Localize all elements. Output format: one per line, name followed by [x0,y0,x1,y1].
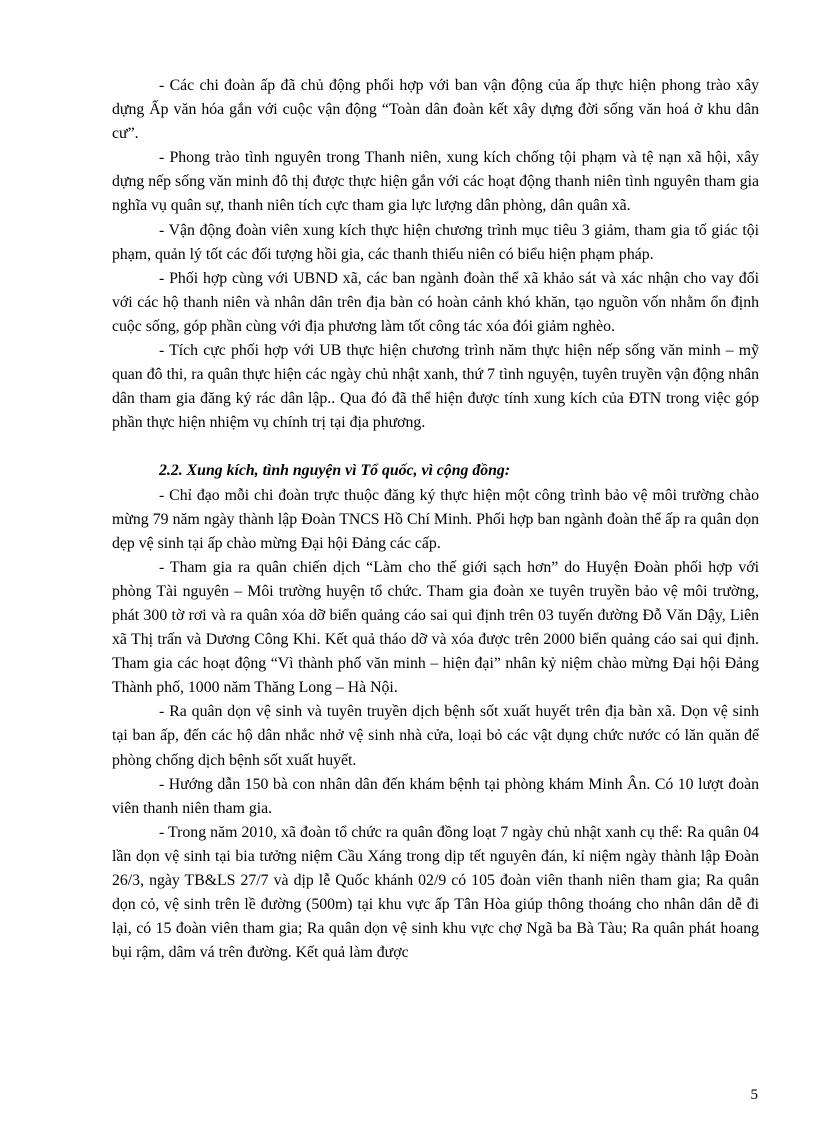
paragraph: - Phong trào tình nguyên trong Thanh niên, xung kích chống tội phạm và tệ nạn xã hội, xây dựng nếp sống văn minh đô thị được thực hiện gắn với các hoạt động thanh niên tình nguyên tham gia nghĩa vụ quân sự, thanh niên tích cực tham gia lực lượng dân phòng, dân quân xã. [112,149,759,215]
paragraph: - Trong năm 2010, xã đoàn tổ chức ra quân đồng loạt 7 ngày chủ nhật xanh cụ thể: Ra quân 04 lần dọn vệ sinh tại bia tưởng niệm Cầu Xáng trong dịp tết nguyên đán, kỉ niệm ngày thành lập Đoàn 26/3, ngày TB&LS 27/7 và dịp lễ Quốc khánh 02/9 có 105 đoàn viên thanh niên tham gia; Ra quân dọn cỏ, vệ sinh trên lề đường (500m) tại khu vực ấp Tân Hòa giúp thông thoáng cho nhân dân dễ đi lại, có 15 đoàn viên tham gia; Ra quân dọn vệ sinh khu vực chợ Ngã ba Bà Tàu; Ra quân phát hoang bụi rậm, dâm vá trên đường. Kết quả làm được [112,823,759,962]
paragraph: - Vận động đoàn viên xung kích thực hiện chương trình mục tiêu 3 giảm, tham gia tố giác tội phạm, quản lý tốt các đối tượng hồi gia, các thanh thiếu niên có biểu hiện phạm pháp. [112,221,759,263]
paragraph: - Chỉ đạo mỗi chi đoàn trực thuộc đăng ký thực hiện một công trình bảo vệ môi trường chào mừng 79 năm ngày thành lập Đoàn TNCS Hồ Chí Minh. Phối hợp ban ngành đoàn thể ấp ra quân dọn dẹp vệ sinh tại ấp chào mừng Đại hội Đảng các cấp. [112,486,759,552]
document-body [112,74,759,965]
paragraph: - Tích cực phối hợp với UB thực hiện chương trình năm thực hiện nếp sống văn minh – mỹ quan đô thi, ra quân thực hiện các ngày chủ nhật xanh, thứ 7 tình nguyện, tuyên truyền vận động nhân dân tham gia đăng ký rác dân lập.. Qua đó đã thể hiện được tính xung kích của ĐTN trong việc góp phần thực hiện nhiệm vụ chính trị tại địa phương. [112,342,759,432]
page-number: 5 [750,1087,758,1103]
paragraph: - Các chi đoàn ấp đã chủ động phối hợp với ban vận động của ấp thực hiện phong trào xây dựng Ấp văn hóa gắn với cuộc vận động “Toàn dân đoàn kết xây dựng đời sống văn hoá ở khu dân cư”. [112,77,759,143]
paragraph: - Tham gia ra quân chiến dịch “Làm cho thế giới sạch hơn” do Huyện Đoàn phối hợp với phòng Tài nguyên – Môi trường huyện tổ chức. Tham gia đoàn xe tuyên truyền bảo vệ môi trường, phát 300 tờ rơi và ra quân xóa dỡ biển quảng cáo sai qui định trên 03 tuyến đường Đỗ Văn Dậy, Liên xã Thị trấn và Dương Công Khi. Kết quả tháo dỡ và xóa được trên 2000 biển quảng cáo sai qui định. Tham gia các hoạt động “Vì thành phố văn minh – hiện đại” nhân kỷ niệm chào mừng Đại hội Đảng Thành phố, 1000 năm Thăng Long – Hà Nội. [112,558,759,697]
paragraph: - Phối hợp cùng với UBND xã, các ban ngành đoàn thể xã khảo sát và xác nhận cho vay đối với các hộ thanh niên và nhân dân trên địa bàn có hoàn cảnh khó khăn, tạo nguồn vốn nhằm ổn định cuộc sống, góp phần cùng với địa phương làm tốt công tác xóa đói giảm nghèo. [112,269,759,335]
paragraph: - Hướng dẫn 150 bà con nhân dân đến khám bệnh tại phòng khám Minh Ân. Có 10 lượt đoàn viên thanh niên tham gia. [112,775,759,817]
section-heading: 2.2. Xung kích, tình nguyện vì Tổ quốc, vì cộng đồng: [159,462,511,480]
paragraph: - Ra quân dọn vệ sinh và tuyên truyền dịch bệnh sốt xuất huyết trên địa bàn xã. Dọn vệ sinh tại ban ấp, đến các hộ dân nhắc nhở vệ sinh nhà cửa, loại bỏ các vật dụng chức nước có lăn quăn để phòng chống dịch bệnh sốt xuất huyết. [112,703,759,769]
